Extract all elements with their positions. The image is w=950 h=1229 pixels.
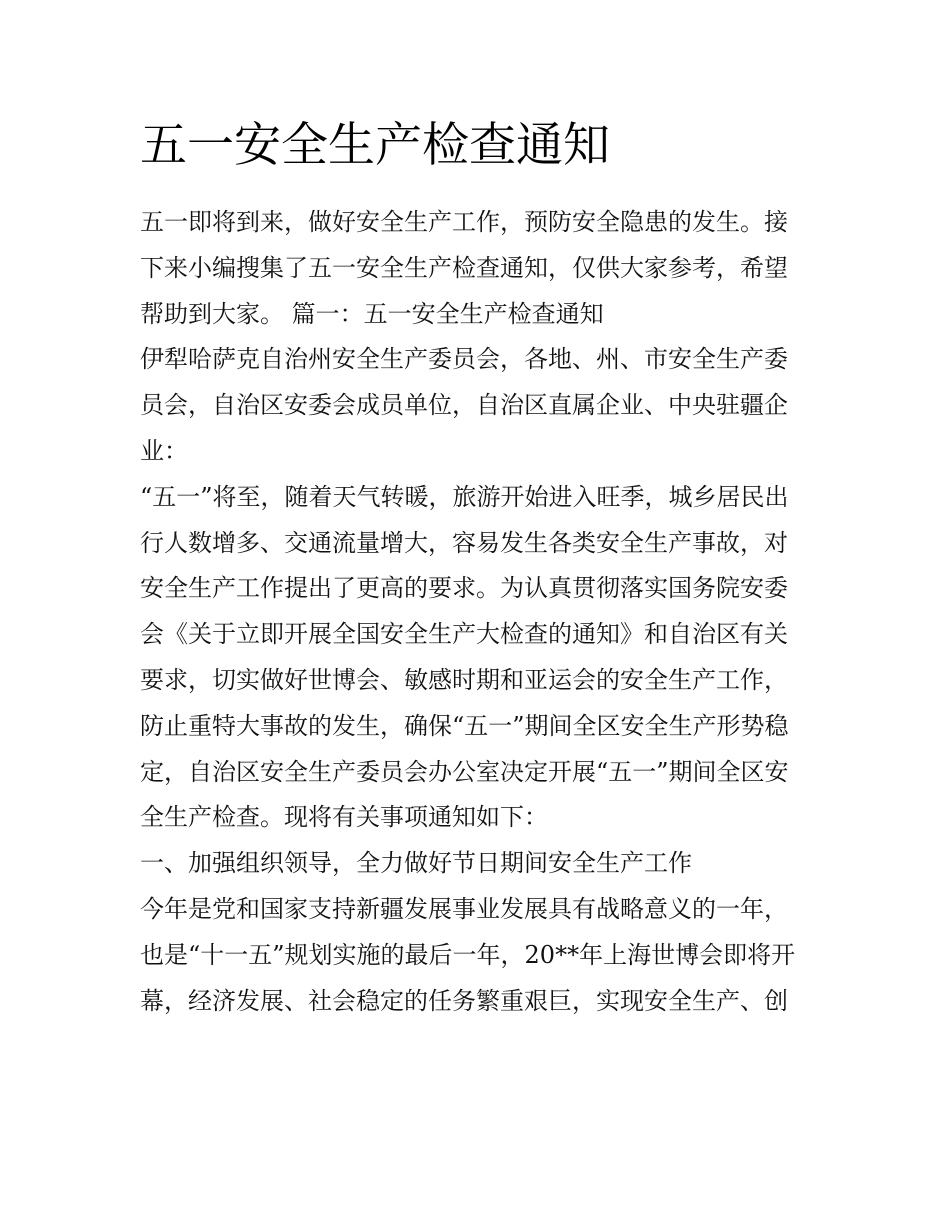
body-line: 一、加强组织领导，全力做好节日期间安全生产工作 [140,849,692,878]
body-line: 全生产检查。现将有关事项通知如下： [140,803,548,832]
body-line: 要求，切实做好世博会、敏感时期和亚运会的安全生产工作， [140,665,788,694]
body-line: 安全生产工作提出了更高的要求。为认真贯彻落实国务院安委 [140,574,788,603]
document-title: 五一安全生产检查通知 [140,118,610,173]
body-line: 也是“十一五”规划实施的最后一年，20**年上海世博会即将开 [140,940,796,969]
body-line: 员会，自治区安委会成员单位，自治区直属企业、中央驻疆企 [140,391,788,420]
body-line: 行人数增多、交通流量增大，容易发生各类安全生产事故，对 [140,528,788,557]
body-line: 防止重特大事故的发生，确保“五一”期间全区安全生产形势稳 [140,711,789,740]
body-line: 下来小编搜集了五一安全生产检查通知，仅供大家参考，希望 [140,253,788,282]
body-line: 帮助到大家。 篇一：五一安全生产检查通知 [140,299,604,328]
body-line: 伊犁哈萨克自治州安全生产委员会，各地、州、市安全生产委 [140,345,788,374]
body-line: 会《关于立即开展全国安全生产大检查的通知》和自治区有关 [140,620,788,649]
body-line: 业： [140,436,188,465]
body-line: 幕，经济发展、社会稳定的任务繁重艰巨，实现安全生产、创 [140,986,788,1015]
body-line: 今年是党和国家支持新疆发展事业发展具有战略意义的一年， [140,894,788,923]
body-line: “五一”将至，随着天气转暖，旅游开始进入旺季，城乡居民出 [140,482,789,511]
body-line: 五一即将到来，做好安全生产工作，预防安全隐患的发生。接 [140,208,788,236]
document-body [140,200,820,1024]
body-line: 定，自治区安全生产委员会办公室决定开展“五一”期间全区安 [140,757,789,786]
